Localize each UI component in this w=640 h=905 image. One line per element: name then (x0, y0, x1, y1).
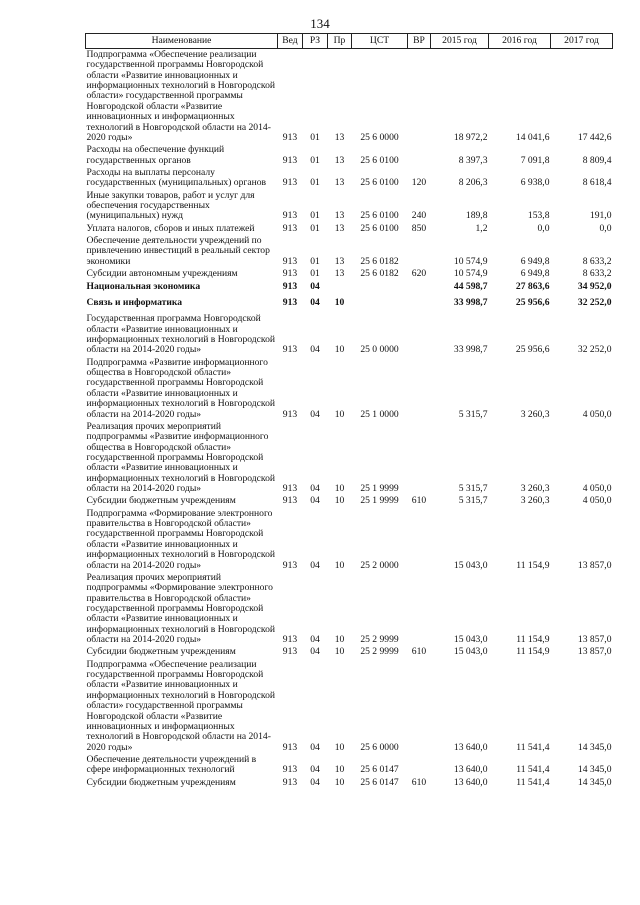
cell-2017: 4 050,0 (582, 408, 612, 420)
cell-cst: 25 6 0000 (360, 741, 399, 753)
cell-vr (408, 49, 431, 145)
header-pr: Пр (328, 34, 352, 49)
cell-name: Национальная экономика (86, 280, 201, 292)
cell-name: Государственная программа Новгородской области «Развитие инновационных и информационных технологий в Новгородской области на 2014-2020 годы» (86, 313, 276, 356)
cell-2017: 4 050,0 (582, 495, 612, 507)
cell-rz: 04 (310, 646, 320, 658)
cell-ved: 913 (282, 559, 298, 571)
cell-ved: 913 (282, 776, 298, 788)
table-row (86, 297, 613, 309)
table-row (86, 659, 613, 754)
cell-pr: 10 (334, 559, 345, 571)
cell-ved: 913 (282, 408, 298, 420)
cell-pr: 10 (334, 776, 345, 788)
cell-2015: 5 315,7 (458, 408, 488, 420)
cell-rz: 04 (310, 495, 320, 507)
header-rz: РЗ (303, 34, 328, 49)
table-row (86, 572, 613, 647)
cell-name: Субсидии бюджетным учреждениям (86, 776, 236, 788)
cell-vr (408, 235, 431, 268)
cell-name: Расходы на обеспечение функций государственных органов (86, 144, 225, 166)
cell-ved: 913 (282, 296, 298, 308)
cell-2015: 15 043,0 (453, 559, 488, 571)
cell-cst (352, 297, 408, 309)
table-row (86, 357, 613, 421)
cell-2015: 189,8 (465, 210, 488, 222)
cell-name: Субсидии бюджетным учреждениям (86, 495, 236, 507)
cell-ved: 913 (282, 646, 298, 658)
cell-cst: 25 1 0000 (360, 408, 399, 420)
cell-2017: 32 252,0 (577, 296, 612, 308)
cell-2015: 1,2 (475, 222, 488, 234)
cell-name: Уплата налогов, сборов и иных платежей (86, 222, 255, 234)
cell-pr (328, 281, 352, 293)
cell-rz: 01 (310, 222, 320, 234)
cell-cst (352, 281, 408, 293)
cell-2015: 10 574,9 (453, 268, 488, 280)
cell-name: Расходы на выплаты персоналу государственных (муниципальных) органов (86, 166, 267, 189)
cell-pr: 10 (334, 296, 345, 308)
cell-2017: 17 442,6 (577, 131, 612, 143)
table-row (86, 421, 613, 496)
cell-vr: 120 (411, 177, 427, 189)
cell-2017: 191,0 (589, 210, 612, 222)
cell-pr: 13 (334, 255, 345, 267)
header-name: Наименование (86, 34, 278, 49)
cell-pr: 10 (334, 483, 345, 495)
cell-pr: 10 (334, 741, 345, 753)
table-row (86, 313, 613, 356)
cell-pr: 13 (334, 210, 345, 222)
table-row (86, 235, 613, 268)
cell-2015: 8 206,3 (458, 177, 488, 189)
cell-2017: 8 809,4 (582, 154, 612, 166)
table-row (86, 49, 613, 145)
cell-cst: 25 0 0000 (360, 344, 399, 356)
cell-2017: 8 633,2 (582, 268, 612, 280)
table-row (86, 190, 613, 223)
cell-vr (408, 421, 431, 496)
cell-cst: 25 2 0000 (360, 559, 399, 571)
cell-2015: 13 640,0 (453, 741, 488, 753)
cell-cst: 25 6 0182 (360, 268, 399, 280)
cell-2015: 8 397,3 (458, 154, 488, 166)
cell-2015: 10 574,9 (453, 255, 488, 267)
table-header-row (86, 34, 613, 49)
cell-pr: 13 (334, 154, 345, 166)
cell-2015: 33 998,7 (453, 296, 488, 308)
table-row (86, 754, 613, 777)
cell-2017: 8 618,4 (582, 177, 612, 189)
cell-2017: 14 345,0 (577, 764, 612, 776)
cell-vr: 610 (411, 495, 427, 507)
cell-rz: 04 (310, 408, 320, 420)
cell-2017: 8 633,2 (582, 255, 612, 267)
header-2017: 2017 год (551, 34, 613, 49)
cell-ved: 913 (282, 280, 298, 292)
cell-2016: 11 154,9 (516, 559, 550, 571)
header-vr: ВР (408, 34, 431, 49)
cell-2017: 32 252,0 (577, 344, 612, 356)
cell-cst: 25 6 0182 (360, 255, 399, 267)
cell-2015: 5 315,7 (458, 483, 488, 495)
cell-2016: 7 091,8 (520, 154, 550, 166)
cell-rz: 04 (310, 776, 320, 788)
cell-cst: 25 6 0100 (360, 177, 399, 189)
cell-ved: 913 (282, 483, 298, 495)
cell-vr (408, 144, 431, 167)
cell-name: Реализация прочих мероприятий подпрограммы «Формирование электронного правительства в Новгородской области» государственной программы Новгородской области «Развитие инновационных и информационных технологий в Новгородской области на 2014-2020 годы» (86, 571, 276, 646)
cell-rz: 01 (310, 131, 320, 143)
cell-2016: 25 956,6 (515, 344, 550, 356)
cell-vr (408, 281, 431, 293)
cell-cst: 25 6 0147 (360, 764, 399, 776)
cell-2017: 13 857,0 (577, 559, 612, 571)
cell-2016: 11 154,9 (516, 646, 550, 658)
cell-rz: 04 (310, 741, 320, 753)
cell-vr (408, 357, 431, 421)
cell-2015: 5 315,7 (458, 495, 488, 507)
table-row (86, 281, 613, 293)
table-row (86, 495, 613, 507)
header-ved: Вед (278, 34, 303, 49)
cell-name: Субсидии бюджетным учреждениям (86, 646, 236, 658)
cell-name: Обеспечение деятельности учреждений по привлечению инвестиций в реальный сектор экономики (86, 235, 270, 267)
cell-ved: 913 (282, 131, 298, 143)
cell-cst: 25 2 9999 (360, 646, 399, 658)
cell-cst: 25 6 0100 (360, 210, 399, 222)
cell-cst: 25 2 9999 (360, 634, 399, 646)
cell-2016: 11 541,4 (516, 776, 550, 788)
cell-name: Субсидии автономным учреждениям (86, 268, 238, 280)
cell-name: Подпрограмма «Формирование электронного правительства в Новгородской области» государственной программы Новгородской области «Развитие инновационных и информационных технологий в Новгородской области на 2014-2020 годы» (86, 507, 276, 571)
cell-2016: 27 863,6 (515, 280, 550, 292)
cell-2015: 33 998,7 (453, 344, 488, 356)
cell-rz: 01 (310, 255, 320, 267)
cell-pr: 10 (334, 495, 345, 507)
table-row (86, 646, 613, 658)
cell-2016: 3 260,3 (520, 495, 550, 507)
cell-2016: 3 260,3 (520, 408, 550, 420)
cell-2016: 0,0 (537, 222, 550, 234)
cell-rz: 04 (310, 634, 320, 646)
cell-ved: 913 (282, 154, 298, 166)
cell-ved: 913 (282, 177, 298, 189)
cell-pr: 13 (334, 222, 345, 234)
cell-2015: 13 640,0 (453, 776, 488, 788)
cell-rz: 04 (310, 559, 320, 571)
cell-ved: 913 (282, 344, 298, 356)
cell-2016: 11 541,4 (516, 741, 550, 753)
cell-vr: 850 (411, 222, 427, 234)
cell-cst: 25 6 0147 (360, 776, 399, 788)
cell-name: Подпрограмма «Развитие информационного общества в Новгородской области» государственной программы Новгородской области «Развитие инновационных и информационных технологий в Новгородской области на 2014-2020 годы» (86, 356, 276, 420)
cell-vr: 620 (411, 268, 427, 280)
table-row (86, 508, 613, 572)
cell-vr (408, 297, 431, 309)
cell-cst: 25 6 0100 (360, 154, 399, 166)
cell-ved: 913 (282, 764, 298, 776)
cell-vr (408, 572, 431, 647)
cell-ved: 913 (282, 268, 298, 280)
cell-name: Связь и информатика (86, 296, 183, 308)
table-row (86, 268, 613, 280)
page-number: 134 (310, 16, 330, 31)
cell-name: Реализация прочих мероприятий подпрограммы «Развитие информационного общества в Новгородской области» государственной программы Новгородской области «Развитие инновационных и информационных технологий в Новгородской области на 2014-2020 годы» (86, 420, 276, 495)
cell-ved: 913 (282, 741, 298, 753)
cell-rz: 04 (310, 483, 320, 495)
cell-name: Обеспечение деятельности учреждений в сфере информационных технологий (86, 754, 257, 776)
cell-cst: 25 6 0100 (360, 222, 399, 234)
cell-2015: 18 972,2 (453, 131, 488, 143)
cell-2015: 44 598,7 (453, 280, 488, 292)
cell-pr: 10 (334, 344, 345, 356)
cell-rz: 04 (310, 764, 320, 776)
cell-2017: 34 952,0 (577, 280, 612, 292)
cell-2017: 13 857,0 (577, 634, 612, 646)
cell-2015: 15 043,0 (453, 634, 488, 646)
cell-rz: 01 (310, 268, 320, 280)
cell-name: Подпрограмма «Обеспечение реализации государственной программы Новгородской области «Развитие инновационных и информационных технологий в Новгородской области» государственной программы Новгородской области «Развитие инновационных и информационных технологий в Новгородской области на 2014-2020 годы» (86, 49, 276, 143)
cell-rz: 01 (310, 210, 320, 222)
cell-2017: 14 345,0 (577, 776, 612, 788)
cell-pr: 10 (334, 634, 345, 646)
cell-2016: 6 949,8 (520, 268, 550, 280)
header-cst: ЦСТ (352, 34, 408, 49)
cell-2016: 25 956,6 (515, 296, 550, 308)
table-row (86, 167, 613, 190)
header-2016: 2016 год (489, 34, 551, 49)
cell-rz: 01 (310, 154, 320, 166)
cell-vr (408, 659, 431, 754)
cell-ved: 913 (282, 255, 298, 267)
cell-pr: 13 (334, 177, 345, 189)
cell-ved: 913 (282, 495, 298, 507)
table-row (86, 223, 613, 235)
cell-2017: 4 050,0 (582, 483, 612, 495)
cell-2016: 6 938,0 (520, 177, 550, 189)
cell-name: Иные закупки товаров, работ и услуг для обеспечения государственных (муниципальных) нужд (86, 189, 255, 222)
cell-vr (408, 508, 431, 572)
header-2015: 2015 год (431, 34, 489, 49)
table-row (86, 777, 613, 789)
cell-ved: 913 (282, 634, 298, 646)
cell-vr: 610 (411, 646, 427, 658)
cell-rz: 04 (310, 344, 320, 356)
cell-2016: 153,8 (527, 210, 550, 222)
cell-2017: 14 345,0 (577, 741, 612, 753)
cell-2016: 11 154,9 (516, 634, 550, 646)
cell-pr: 13 (334, 268, 345, 280)
cell-vr (408, 754, 431, 777)
cell-2015: 15 043,0 (453, 646, 488, 658)
cell-2017: 0,0 (599, 222, 612, 234)
cell-vr: 240 (411, 210, 427, 222)
cell-rz: 01 (310, 177, 320, 189)
cell-2017: 13 857,0 (577, 646, 612, 658)
cell-vr (408, 313, 431, 356)
cell-pr: 10 (334, 408, 345, 420)
budget-table (85, 33, 613, 789)
cell-rz: 04 (310, 296, 320, 308)
cell-2016: 3 260,3 (520, 483, 550, 495)
cell-2016: 6 949,8 (520, 255, 550, 267)
cell-cst: 25 1 9999 (360, 495, 399, 507)
cell-cst: 25 6 0000 (360, 131, 399, 143)
cell-vr: 610 (411, 776, 427, 788)
cell-2016: 14 041,6 (515, 131, 550, 143)
cell-pr: 13 (334, 131, 345, 143)
cell-ved: 913 (282, 222, 298, 234)
cell-cst: 25 1 9999 (360, 483, 399, 495)
cell-2015: 13 640,0 (453, 764, 488, 776)
cell-pr: 10 (334, 764, 345, 776)
cell-pr: 10 (334, 646, 345, 658)
cell-2016: 11 541,4 (516, 764, 550, 776)
table-body (86, 49, 613, 790)
cell-name: Подпрограмма «Обеспечение реализации государственной программы Новгородской области «Развитие инновационных и информационных технологий в Новгородской области» государственной программы Новгородской области «Развитие инновационных и информационных технологий в Новгородской области на 2014-2020 годы» (86, 658, 276, 753)
table-row (86, 144, 613, 167)
cell-rz: 04 (310, 280, 320, 292)
cell-ved: 913 (282, 210, 298, 222)
